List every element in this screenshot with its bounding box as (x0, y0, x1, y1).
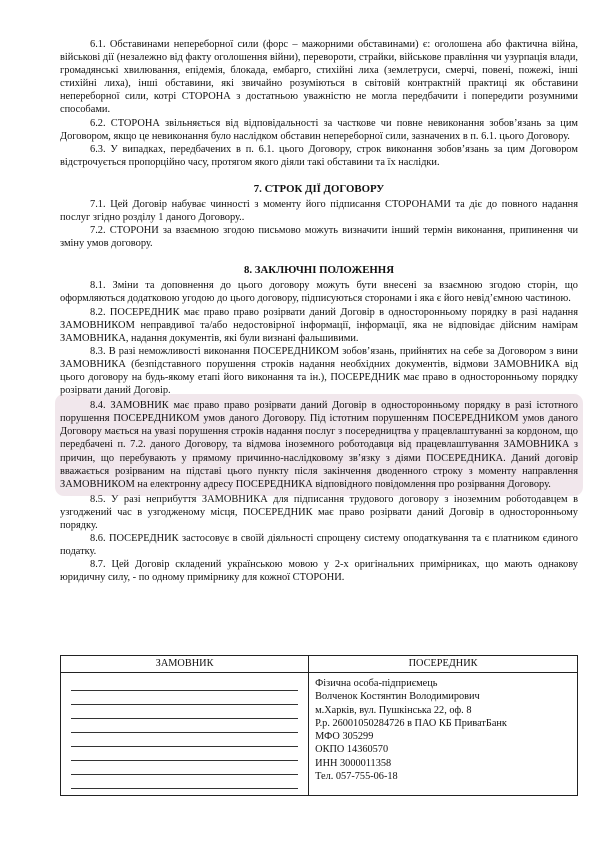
contractor-detail-line: МФО 305299 (315, 731, 374, 743)
signature-blank-line (71, 762, 298, 775)
customer-signature-lines (61, 673, 309, 796)
paragraph: 6.1. Обставинами непереборної сили (форс – мажорними обставинами) є: оголошена або фактична війна, військові дії (незалежно від факту оголошення війни), перевороти, страйки, військове правління чи узурпація влади, громадянські хвилювання, епідемія, блокада, ембарго, стихійні лиха (землетруси, смерчі, повені, пожежі, інші стихійні лиха), інші обставини, які звичайно розуміються в світовій контрактній практиці як обставини непереборної сили, котрі СТОРОНА з достатньою уважністю не могла передбачити і попередити розумними способами. (60, 39, 578, 116)
signature-blank-line (71, 706, 298, 719)
paragraph: 8.7. Цей Договір складений українською мовою у 2-х оригінальних примірниках, що мають однакову юридичну силу, - по одному примірнику для кожної СТОРОНИ. (60, 559, 578, 584)
section7-title: 7. СТРОК ДІЇ ДОГОВОРУ (253, 182, 385, 195)
section8-paragraphs-before (60, 279, 578, 397)
paragraph: 7.1. Цей Договір набуває чинності з моменту його підписання СТОРОНАМИ та діє до повного надання послуг згідно розділу 1 даного Договору.. (60, 198, 578, 224)
paragraph: 8.2. ПОСЕРЕДНИК має право право розірвати даний Договір в односторонньому порядку в разі надання ЗАМОВНИКОМ неправдивої та/або недостовірної інформації, інформації, яка не відповідає дійсним намірам ЗАМОВНИКА, надання документів, які були визнані фальшивими. (60, 306, 578, 344)
signature-table (60, 655, 578, 796)
contractor-detail-line: Фізична особа-підприємець (315, 678, 438, 689)
section8-title: 8. ЗАКЛЮЧНІ ПОЛОЖЕННЯ (243, 264, 395, 277)
paragraph: 8.3. В разі неможливості виконання ПОСЕРЕДНИКОМ зобов’язань, прийнятих на себе за Договором з вини ЗАМОВНИКА (безпідставного порушення строків надання необхідних документів, відмови ЗАМОВНИКА від цього договору на будь-якому етапі його виконання та ін.), ПОСЕРЕДНИК має право в односторонньому порядку розірвати даний Договір. (60, 345, 578, 397)
contractor-detail-line: Р.р. 26001050284726 в ПАО КБ ПриватБанк (315, 717, 507, 729)
document-body (60, 38, 578, 584)
section6-paragraphs (60, 38, 578, 169)
section8-paragraphs-after (60, 493, 578, 585)
customer-header: ЗАМОВНИК (61, 656, 309, 673)
paragraph: 7.2. СТОРОНИ за взаємною згодою письмово можуть визначити інший термін виконання, припинення чи зміну умов договору. (60, 225, 578, 250)
contractor-detail-line: ОКПО 14360570 (315, 744, 389, 756)
contractor-detail-line: Тел. 057-755-06-18 (315, 771, 398, 783)
contractor-header: ПОСЕРЕДНИК (309, 656, 578, 673)
contractor-detail-line: Волченок Костянтин Володимирович (315, 691, 480, 703)
clause-8-4: 8.4. ЗАМОВНИК має право право розірвати даний Договір в односторонньому порядку в разі істотного порушення ПОСЕРЕДНИКОМ умов даного Договору. Під істотним порушенням ПОСЕРЕДНИКОМ умов даного Договору мається на увазі порушення строків надання послуг з посередництва у працевлаштуванні за кордоном, що передбачені п. 7.2. даного Договору, та відмова іноземного роботодавця від працевлаштування ЗАМОВНИКА з причин, що перебувають у прямому причинно-наслідковому зв’язку з діями ПОСЕРЕДНИКА. Даний договір вважається розірваним на підставі цього пункту після закінчення дводенного строку з моменту направлення ЗАМОВНИКОМ на електронну адресу ПОСЕРЕДНИКА відповідного повідомлення про розірвання Договору. (60, 400, 578, 490)
signature-blank-line (71, 720, 298, 733)
paragraph: 6.2. СТОРОНА звільняється від відповідальності за часткове чи повне невиконання зобов’язань за цим Договором, якщо це невиконання було наслідком обставин непереборної сили, зазначених в п. 6.1. цього Договору. (60, 117, 578, 142)
contractor-detail-line: м.Харків, вул. Пушкінська 22, оф. 8 (315, 704, 472, 716)
signature-blank-line (71, 776, 298, 789)
signature-blank-line (71, 748, 298, 761)
signature-blank-line (71, 692, 298, 705)
contractor-detail-line: ИНН 3000011358 (315, 757, 392, 769)
contractor-details (309, 673, 578, 796)
paragraph: 8.5. У разі неприбуття ЗАМОВНИКА для підписання трудового договору з іноземним роботодавцем в узгоджений час в узгодженому місця, ПОСЕРЕДНИК має право розірвати даний Договір в односторонньому порядку. (60, 493, 578, 531)
highlighted-clause (60, 399, 578, 491)
signature-blank-line (71, 734, 298, 747)
paragraph: 8.1. Зміни та доповнення до цього договору можуть бути внесені за взаємною згодою сторін, що оформляються додатковою угодою до цього договору, підписуються сторонами і яка є його невід’ємною частиною. (60, 280, 578, 305)
paragraph: 8.6. ПОСЕРЕДНИК застосовує в своїй діяльності спрощену систему оподаткування та є платником єдиного податку. (60, 533, 578, 558)
section7-paragraphs (60, 198, 578, 250)
paragraph: 6.3. У випадках, передбачених в п. 6.1. цього Договору, строк виконання зобов’язань за цим Договором відстрочується пропорційно часу, протягом якого діяли такі обставини та їх наслідки. (60, 143, 578, 168)
signature-blank-line (71, 678, 298, 691)
